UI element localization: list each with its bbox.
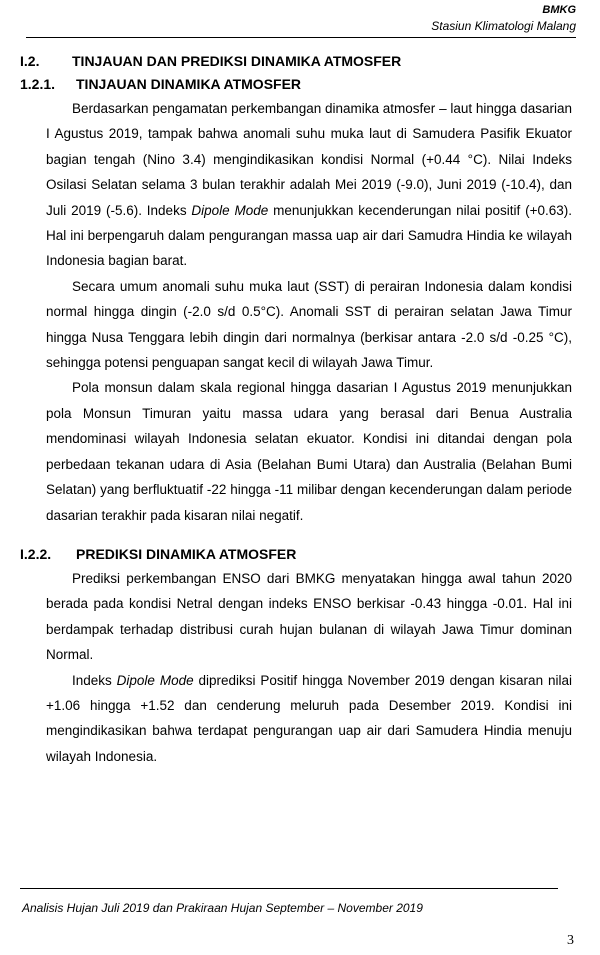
page-number: 3 bbox=[567, 933, 574, 948]
spacer bbox=[20, 528, 572, 542]
section-number: I.2. bbox=[20, 53, 40, 69]
subsection-heading-1 bbox=[20, 72, 572, 96]
paragraph-emphasis: Dipole Mode bbox=[116, 672, 194, 688]
paragraph-sst: Secara umum anomali suhu muka laut (SST) di perairan Indonesia dalam kondisi normal hingga dingin (-2.0 s/d 0.5°C). Anomali SST di perairan selatan Jawa Timur hingga Nusa Tenggara lebih dingin dari normalnya (berkisar antara -2.0 s/d -0.25 °C), sehingga potensi penguapan sangat kecil di wilayah Jawa Timur. bbox=[46, 278, 572, 371]
subsection-heading-2 bbox=[20, 542, 572, 566]
paragraph-enso: Prediksi perkembangan ENSO dari BMKG menyatakan hingga awal tahun 2020 berada pada kondisi Netral dengan indeks ENSO berkisar -0.43 hingga -0.01. Hal ini berdampak terhadap distribusi curah hujan bulanan di wilayah Jawa Timur dominan Normal. bbox=[46, 570, 572, 663]
footer-text: Analisis Hujan Juli 2019 dan Prakiraan Hujan September – November 2019 bbox=[22, 901, 423, 915]
main-content bbox=[20, 50, 572, 769]
subsection-number-2: I.2.2. bbox=[20, 545, 52, 562]
paragraph-text: Berdasarkan pengamatan perkembangan dinamika atmosfer – laut hingga dasarian I Agustus 2019, tampak bahwa anomali suhu muka laut di Samudera Pasifik Ekuator bagian tengah (Nino 3.4) mengindikasikan kondisi Normal (+0.44 °C). Nilai Indeks Osilasi Selatan selama 3 bulan terakhir adalah Mei 2019 (-9.0), Juni 2019 (-10.4), dan Juli 2019 (-5.6). Indeks bbox=[46, 101, 572, 218]
paragraph-text: diprediksi Positif hingga November 2019 dengan kisaran nilai +1.06 hingga +1.52 dan cenderung meluruh pada Desember 2019. Kondisi ini mengindikasikan bahwa terdapat pengurangan uap air dari Samudera Hindia menuju wilayah Indonesia. bbox=[46, 672, 572, 764]
footer-rule bbox=[20, 888, 558, 889]
paragraph-emphasis: Dipole Mode bbox=[191, 202, 269, 218]
paragraph-atmosfer-laut bbox=[46, 96, 572, 274]
section-heading bbox=[20, 50, 572, 72]
paragraph-text: menunjukkan kecenderungan nilai positif (+0.63). Hal ini berpengaruh dalam pengurangan massa uap air dari Samudra Hindia ke wilayah Indonesia bagian barat. bbox=[46, 202, 572, 269]
subsection-number-1: 1.2.1. bbox=[20, 76, 56, 92]
header-station: Stasiun Klimatologi Malang bbox=[431, 19, 576, 33]
paragraph-dipole-mode bbox=[46, 668, 572, 770]
paragraph-monsun: Pola monsun dalam skala regional hingga dasarian I Agustus 2019 menunjukkan pola Monsun Timuran yaitu massa udara yang berasal dari Benua Australia mendominasi wilayah Indonesia selatan ekuator. Kondisi ini ditandai dengan pola perbedaan tekanan udara di Asia (Belahan Bumi Utara) dan Australia (Belahan Bumi Selatan) yang berfluktuatif -22 hingga -11 milibar dengan kecenderungan dalam periode dasarian terakhir pada kisaran nilai negatif. bbox=[46, 380, 572, 523]
subsection-title-1: TINJAUAN DINAMIKA ATMOSFER bbox=[76, 76, 302, 92]
header-org: BMKG bbox=[542, 4, 576, 16]
section-title: TINJAUAN DAN PREDIKSI DINAMIKA ATMOSFER bbox=[72, 53, 402, 69]
subsection-title-2: PREDIKSI DINAMIKA ATMOSFER bbox=[76, 545, 297, 562]
header-rule bbox=[26, 37, 576, 38]
paragraph-text: Indeks bbox=[72, 672, 117, 688]
